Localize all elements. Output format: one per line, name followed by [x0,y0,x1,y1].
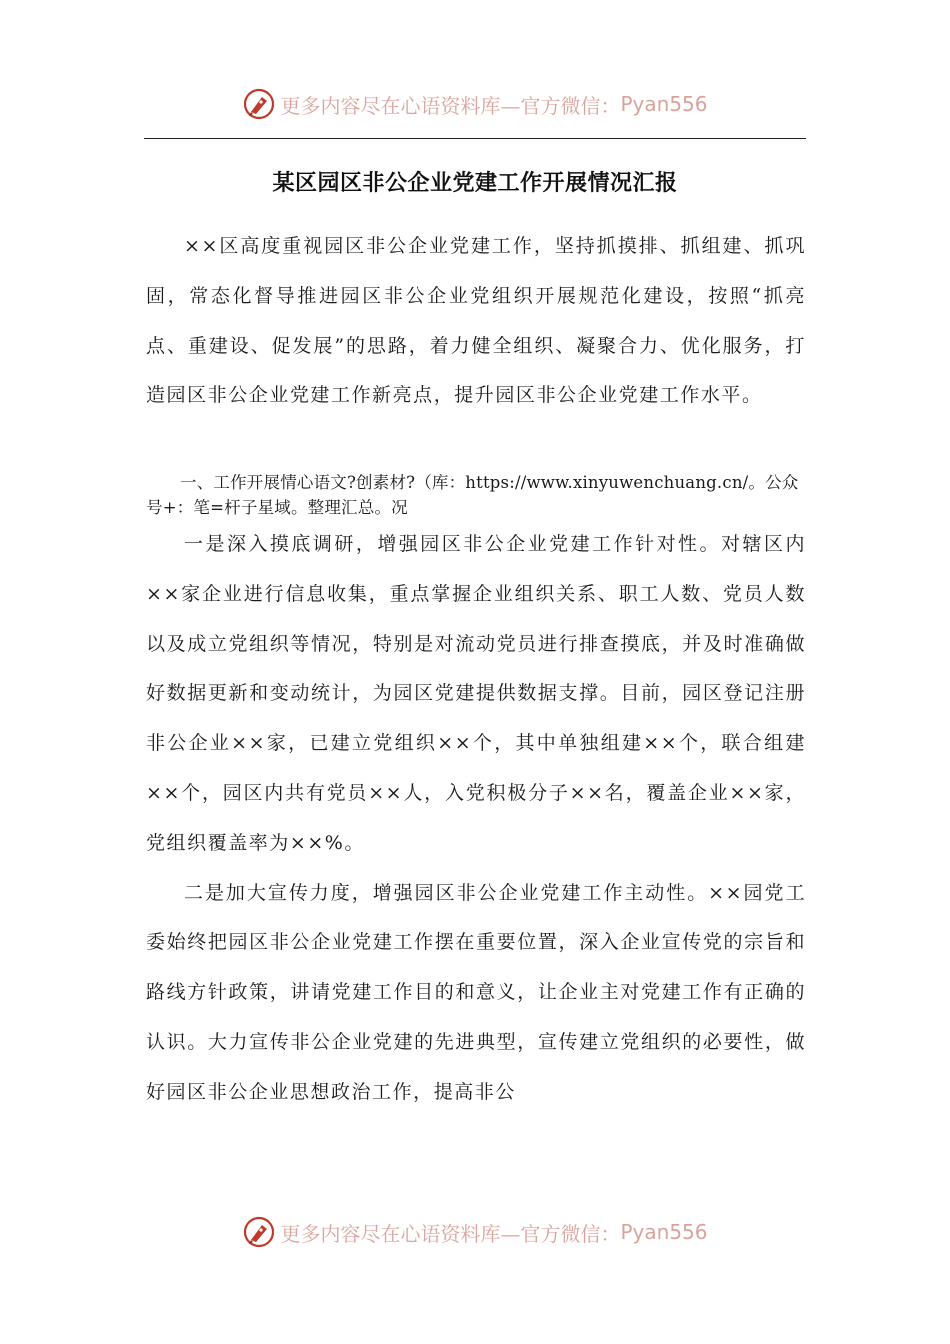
header-banner-text: 更多内容尽在心语资料库—官方微信： [280,93,621,118]
document-body-intro [146,222,806,421]
intro-paragraph: ××区高度重视园区非公企业党建工作，坚持抓摸排、抓组建、抓巩固，常态化督导推进园区非公企业党组织开展规范化建设，按照“抓亮点、重建设、促发展”的思路，着力健全组织、凝聚合力、优化服务，打造园区非公企业党建工作新亮点，提升园区非公企业党建工作水平。 [146,235,806,407]
paragraph-1: 一是深入摸底调研，增强园区非公企业党建工作针对性。对辖区内××家企业进行信息收集，重点掌握企业组织关系、职工人数、党员人数以及成立党组织等情况，特别是对流动党员进行排查摸底，并及时准确做好数据更新和变动统计，为园区党建提供数据支撑。目前，园区登记注册非公企业××家，已建立党组织××个，其中单独组建××个，联合组建××个，园区内共有党员××人，入党积极分子××名，覆盖企业××家，党组织覆盖率为××%。 [146,533,806,854]
section-heading-block [146,470,806,520]
footer-wechat-id: Pyan556 [620,1220,708,1244]
header-banner [0,84,950,124]
paragraph-2: 二是加大宣传力度，增强园区非公企业党建工作主动性。××园党工委始终把园区非公企业党建工作摆在重要位置，深入企业宣传党的宗旨和路线方针政策，讲请党建工作目的和意义，让企业主对党建工作有正确的认识。大力宣传非公企业党建的先进典型，宣传建立党组织的必要性，做好园区非公企业思想政治工作，提高非公 [146,881,806,1103]
section-heading: 一、工作开展情心语文?创素材?（库：https://www.xinyuwenchuang.cn/。公众号+：笔=杆子星域。整理汇总。况 [146,473,799,517]
document-title: 某区园区非公企业党建工作开展情况汇报 [272,171,678,196]
pen-nib-logo-icon [242,1215,276,1249]
document-body-main [146,520,806,1118]
footer-banner-text: 更多内容尽在心语资料库—官方微信： [280,1221,621,1246]
header-rule [144,138,806,139]
pen-nib-logo-icon [242,87,276,121]
header-wechat-id: Pyan556 [620,92,708,116]
footer-banner [0,1212,950,1252]
